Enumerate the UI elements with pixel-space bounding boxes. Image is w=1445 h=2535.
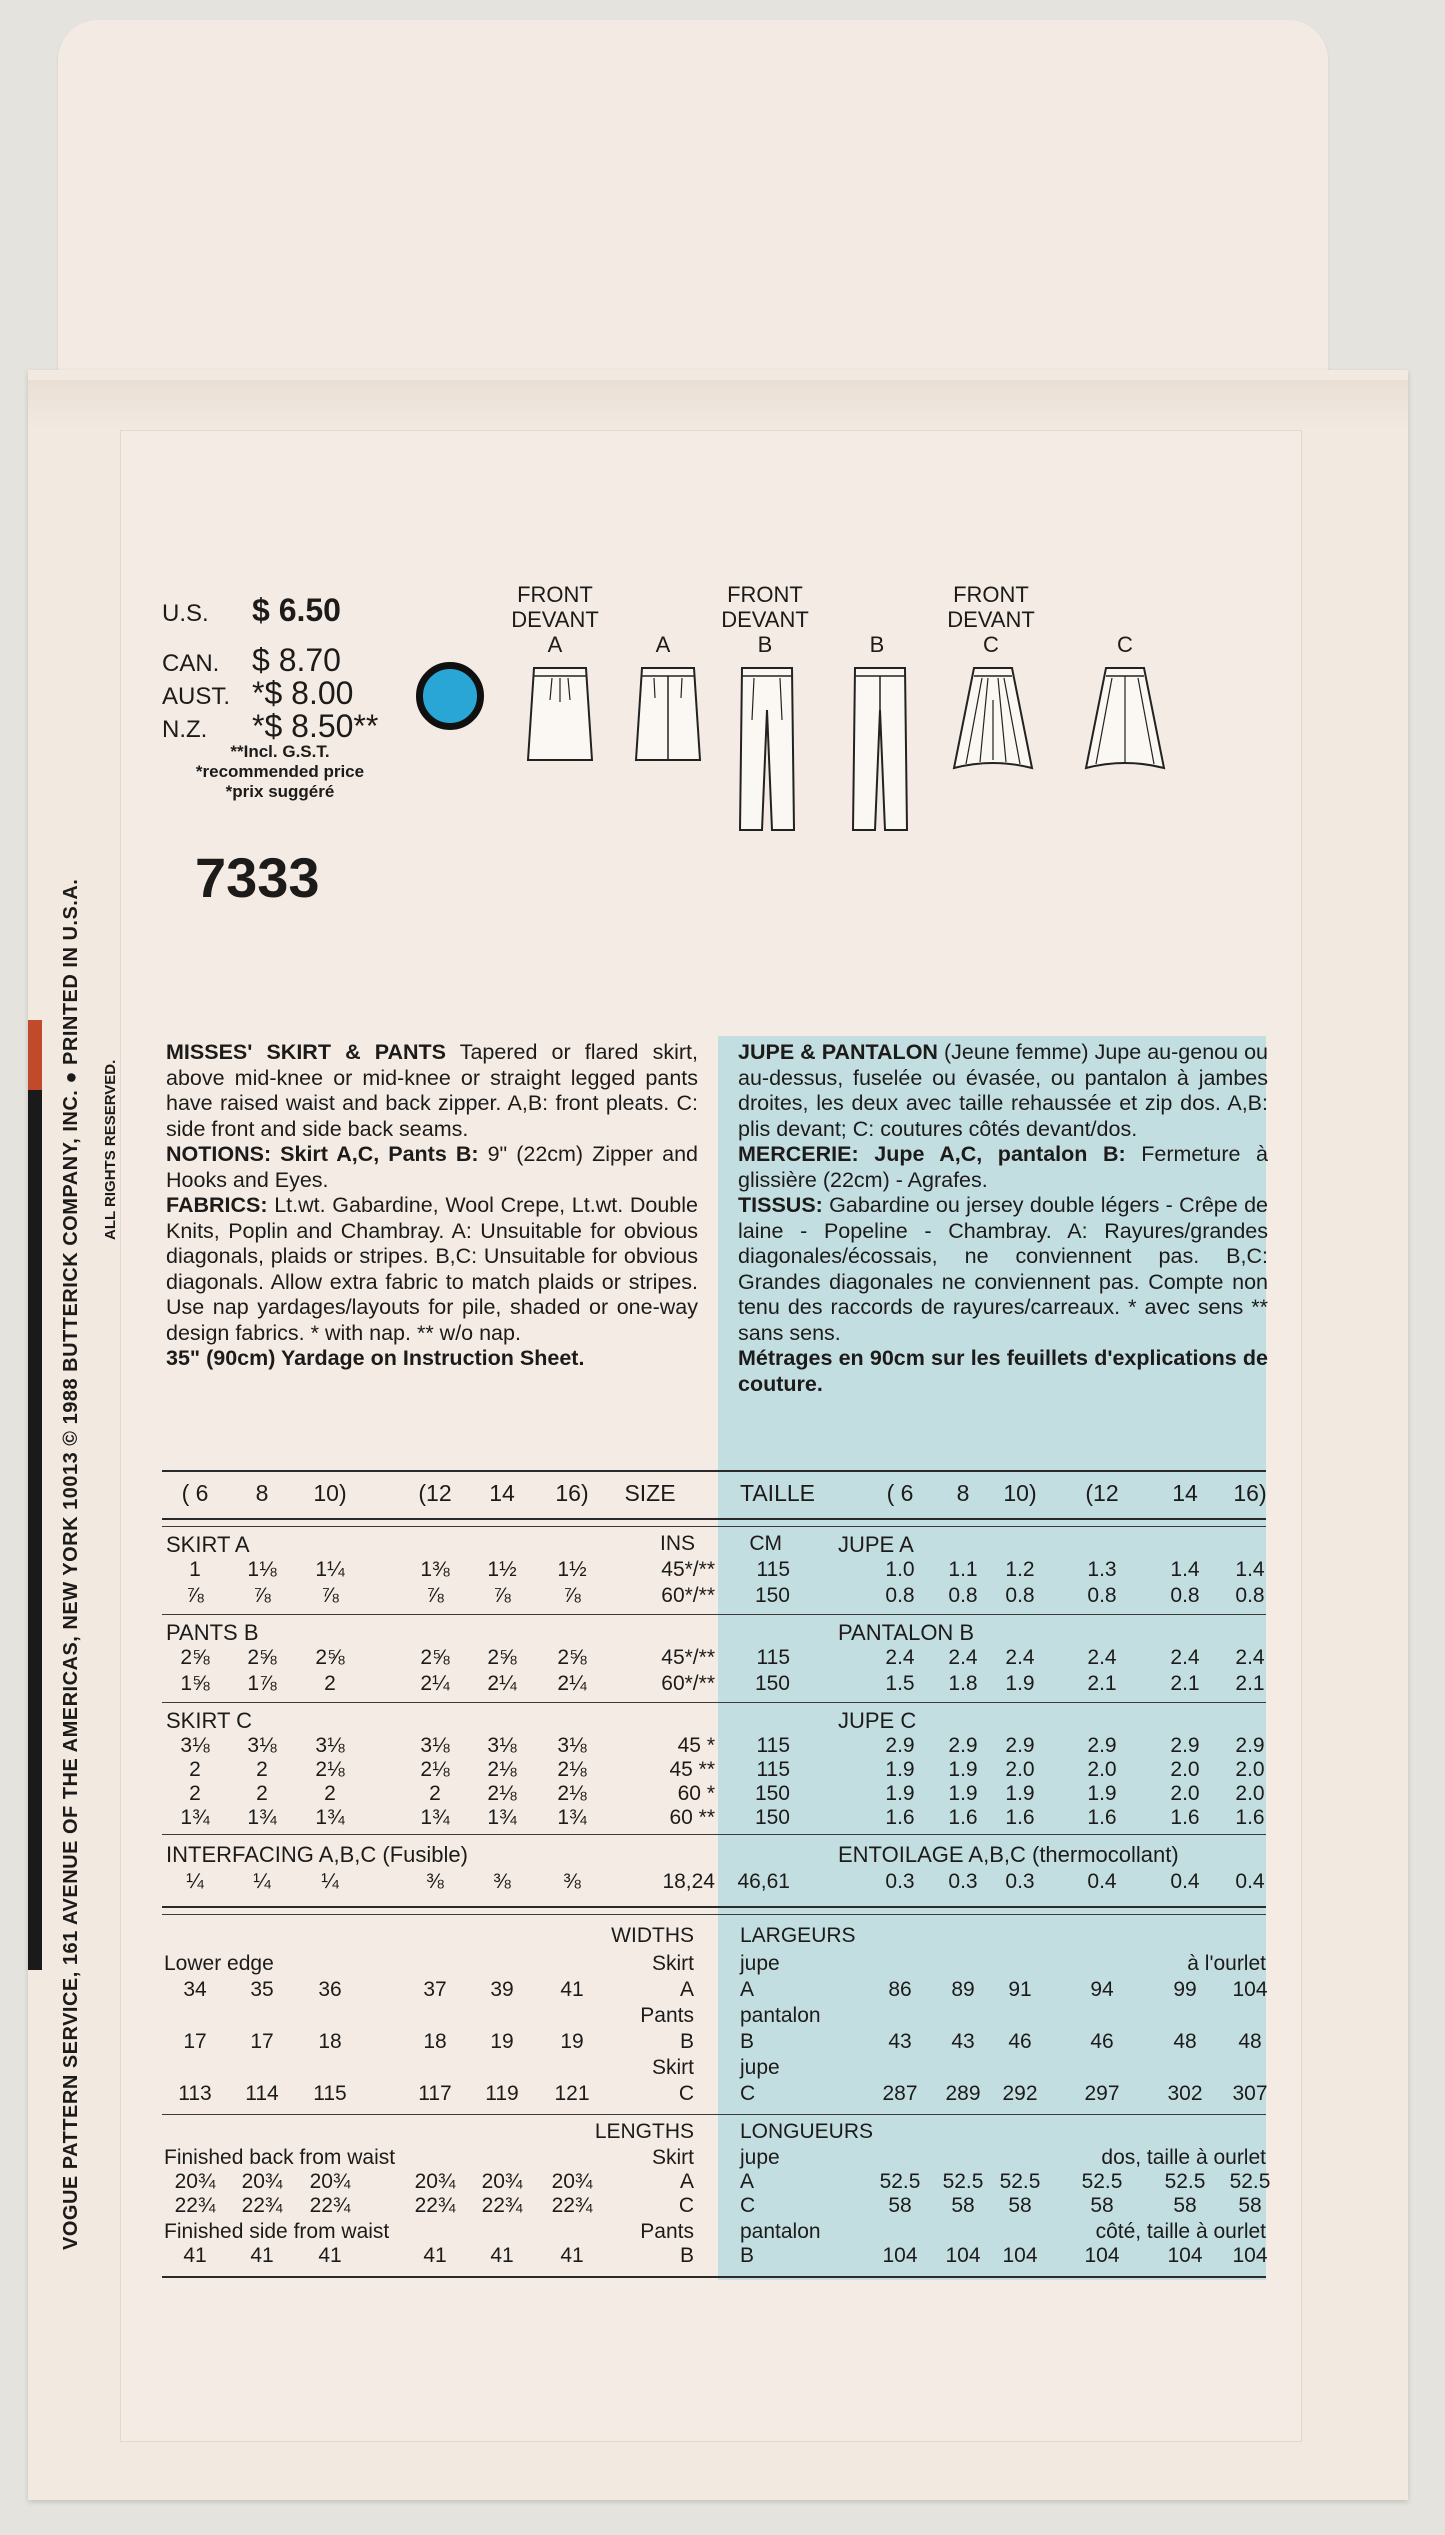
pantalon-b-label: PANTALON B <box>838 1620 975 1645</box>
metric-value: 58 <box>1090 2194 1114 2217</box>
metric-value: 52.5 <box>1164 2170 1206 2193</box>
price-nz: N.Z. *$ 8.50** <box>162 708 379 744</box>
price-us: U.S. $ 6.50 <box>162 592 341 628</box>
metric-value: 43 <box>951 2030 975 2053</box>
width-type-fr: jupe <box>740 2056 780 2079</box>
size-value: 20¾ <box>309 2170 351 2193</box>
metric-value: 2.9 <box>885 1734 915 1757</box>
metric-value: 86 <box>888 1978 912 2001</box>
size-value: 2 <box>429 1782 441 1805</box>
skirt-c-back-drawing <box>1080 660 1170 775</box>
size-value: 22¾ <box>551 2194 593 2217</box>
size-value: 2⅝ <box>247 1646 277 1669</box>
metric-value: 94 <box>1090 1978 1114 2001</box>
size-value: 2 <box>256 1758 268 1781</box>
metric-value: 2.0 <box>1005 1758 1035 1781</box>
interfacing-label: INTERFACING A,B,C (Fusible) <box>166 1842 468 1867</box>
width-label: 60*/** <box>661 1584 715 1607</box>
width-cm: 150 <box>754 1806 790 1829</box>
metric-value: 1.4 <box>1170 1558 1200 1581</box>
price-aust: AUST. *$ 8.00 <box>162 675 354 711</box>
metric-value: 0.3 <box>948 1870 978 1893</box>
view-label-b-back: B <box>869 632 885 657</box>
width-view: B <box>679 2030 694 2053</box>
length-view: C <box>678 2194 694 2217</box>
size-value: 19 <box>560 2030 584 2053</box>
size-value: 1¾ <box>420 1806 450 1829</box>
spine-edge-strip <box>28 1020 42 1970</box>
metric-value: 1.9 <box>948 1782 978 1805</box>
length-view: A <box>679 2170 694 2193</box>
interfacing-rule-2 <box>162 1914 1266 1915</box>
size-value: 2 <box>324 1672 336 1695</box>
size-header: 16) <box>555 1480 589 1506</box>
metric-value: 2.0 <box>1235 1758 1265 1781</box>
width-label: 45 * <box>677 1734 715 1757</box>
size-value: 19 <box>490 2030 514 2053</box>
size-value: 2⅝ <box>180 1646 210 1669</box>
size-value: 2⅛ <box>487 1782 517 1805</box>
width-type: Skirt <box>652 1952 694 1975</box>
view-label-a-back: A <box>655 632 671 657</box>
view-label-b-front: FRONT DEVANT B <box>721 582 809 657</box>
size-value: 35 <box>250 1978 274 2001</box>
size-value: 1⅝ <box>180 1672 210 1695</box>
size-value: ⅜ <box>426 1870 444 1893</box>
metric-value: 1.6 <box>1235 1806 1265 1829</box>
metric-value: 2.0 <box>1235 1782 1265 1805</box>
size-value: 1¾ <box>487 1806 517 1829</box>
metric-value: 1.6 <box>1005 1806 1035 1829</box>
size-value: 41 <box>560 2244 584 2267</box>
width-label: 60 ** <box>669 1806 715 1829</box>
length-view-fr: A <box>740 2170 755 2193</box>
metric-value: 2.9 <box>1170 1734 1200 1757</box>
size-value: 2⅛ <box>487 1758 517 1781</box>
size-value: ¼ <box>253 1870 271 1893</box>
metric-value: 0.8 <box>1087 1584 1117 1607</box>
size-value: 20¾ <box>551 2170 593 2193</box>
size-header: (12 <box>1085 1480 1119 1506</box>
metric-value: 91 <box>1008 1978 1032 2001</box>
metric-value: 1.6 <box>885 1806 915 1829</box>
spine-address: VOGUE PATTERN SERVICE, 161 AVENUE OF THE AMERICAS, NEW YORK 10013 © 1988 BUTTERICK COMPANY, INC. ● PRINTED IN U.S.A. <box>60 878 82 2250</box>
metric-value: 287 <box>882 2082 918 2105</box>
width-label: 60*/** <box>661 1672 715 1695</box>
metric-value: 104 <box>1232 2244 1268 2267</box>
width-view-fr: C <box>740 2082 756 2105</box>
width-label: 45*/** <box>661 1558 715 1581</box>
metric-value: 0.8 <box>1235 1584 1265 1607</box>
metric-value: 1.6 <box>1087 1806 1117 1829</box>
size-value: 2⅝ <box>487 1646 517 1669</box>
metric-value: 2.4 <box>948 1646 978 1669</box>
metric-value: 43 <box>888 2030 912 2053</box>
size-value: 22¾ <box>481 2194 523 2217</box>
size-value: 2 <box>189 1782 201 1805</box>
size-value: 119 <box>485 2082 519 2105</box>
width-label: 60 * <box>677 1782 715 1805</box>
size-value: ⅞ <box>426 1584 444 1607</box>
envelope-fold <box>28 380 1408 430</box>
size-value: 34 <box>183 1978 207 2001</box>
pants-b-label: PANTS B <box>166 1620 259 1645</box>
metric-value: 1.6 <box>1170 1806 1200 1829</box>
metric-value: 58 <box>1008 2194 1032 2217</box>
table-bottom-rule <box>162 2276 1266 2278</box>
header-rule-2 <box>162 1526 1266 1527</box>
size-value: 20¾ <box>241 2170 283 2193</box>
lengths-pants: Pants <box>640 2220 694 2243</box>
size-value: 1⅞ <box>247 1672 277 1695</box>
metric-value: 1.9 <box>1087 1782 1117 1805</box>
size-value: 18 <box>318 2030 342 2053</box>
metric-value: 1.9 <box>885 1782 915 1805</box>
size-value: 2⅛ <box>420 1758 450 1781</box>
metric-value: 2.0 <box>1087 1758 1117 1781</box>
width-type-fr: jupe <box>740 1952 780 1975</box>
lengths-skirt: Skirt <box>652 2146 694 2169</box>
size-header: ( 6 <box>886 1480 914 1506</box>
envelope-flap <box>58 20 1328 380</box>
width-cm: 115 <box>756 1758 790 1781</box>
metric-value: 1.0 <box>885 1558 915 1581</box>
metric-value: 48 <box>1173 2030 1197 2053</box>
size-value: 2⅝ <box>420 1646 450 1669</box>
size-value: 3⅛ <box>487 1734 517 1757</box>
size-value: 20¾ <box>414 2170 456 2193</box>
width-type: Skirt <box>652 2056 694 2079</box>
pants-b-rule <box>162 1702 1266 1703</box>
size-value: 1⅛ <box>247 1558 277 1581</box>
lower-edge-label: Lower edge <box>164 1952 274 1975</box>
metric-value: 104 <box>1232 1978 1268 2001</box>
size-value: 1¼ <box>315 1558 345 1581</box>
size-value: 1⅜ <box>420 1558 450 1581</box>
price-notes: **Incl. G.S.T. *recommended price *prix suggéré <box>195 742 365 801</box>
width-type: Pants <box>640 2004 694 2027</box>
metric-value: 2.4 <box>1235 1646 1265 1669</box>
length-view-fr: B <box>740 2244 755 2267</box>
size-value: 3⅛ <box>557 1734 587 1757</box>
metric-value: 58 <box>1238 2194 1262 2217</box>
size-header-label: SIZE <box>624 1480 676 1506</box>
size-value: 41 <box>318 2244 342 2267</box>
taille-header-label: TAILLE <box>740 1480 815 1506</box>
width-view-fr: A <box>740 1978 755 2001</box>
size-header: ( 6 <box>181 1480 209 1506</box>
interfacing-rule <box>162 1906 1266 1908</box>
metric-value: 0.4 <box>1235 1870 1265 1893</box>
size-header: (12 <box>418 1480 452 1506</box>
size-value: 2⅛ <box>315 1758 345 1781</box>
size-value: 2¼ <box>557 1672 587 1695</box>
metric-value: 297 <box>1084 2082 1120 2105</box>
size-value: ⅞ <box>321 1584 339 1607</box>
pattern-number: 7333 <box>195 846 320 909</box>
metric-value: 2.4 <box>885 1646 915 1669</box>
skirt-a-label: SKIRT A <box>166 1532 250 1557</box>
metric-value: 1.1 <box>948 1558 978 1581</box>
french-description: JUPE & PANTALON (Jeune femme) Jupe au-genou ou au-dessus, fuselée ou évasée, ou pantalon à jambes droites, les deux avec taille rehaussée et zip dos. A,B: plis devant; C: coutures côtés devant/dos. MERCERIE: Jupe A,C, pantalon B: Fermeture à glissière (22cm) - Agrafes. TISSUS: Gabardine ou jersey double légers - Crêpe de laine - Popeline - Chambray. A: Rayures/grandes diagonales/écossais, ne conviennent pas. B,C: Grandes diagonales ne conviennent pas. Compte non tenu des raccords de rayures/carreaux. * avec sens ** sans sens. Métrages en 90cm sur les feuillets d'explications de couture. <box>738 1040 1268 1396</box>
skirt-c-label: SKIRT C <box>166 1708 252 1733</box>
size-value: 20¾ <box>174 2170 216 2193</box>
size-value: 22¾ <box>309 2194 351 2217</box>
size-value: 41 <box>490 2244 514 2267</box>
finished-back-fr: dos, taille à ourlet <box>1101 2146 1266 2169</box>
width-cm: 115 <box>756 1558 790 1581</box>
spine-rights: ALL RIGHTS RESERVED. <box>102 1059 119 1240</box>
skirt-c-rule <box>162 1834 1266 1835</box>
lengths-label: LENGTHS <box>594 2120 694 2143</box>
metric-value: 52.5 <box>999 2170 1041 2193</box>
spine-edge-color <box>28 1020 42 1090</box>
entoilage-label: ENTOILAGE A,B,C (thermocollant) <box>838 1842 1179 1867</box>
metric-value: 52.5 <box>1229 2170 1271 2193</box>
metric-value: 1.8 <box>948 1672 978 1695</box>
width-label: 18,24 <box>662 1870 715 1893</box>
size-value: 1½ <box>557 1558 587 1581</box>
finished-side-label: Finished side from waist <box>164 2220 390 2243</box>
ins-label: INS <box>659 1532 695 1555</box>
widths-rule <box>162 2114 1266 2115</box>
size-value: ¼ <box>186 1870 204 1893</box>
header-rule <box>162 1518 1266 1520</box>
metric-value: 1.9 <box>1005 1672 1035 1695</box>
length-view-fr: C <box>740 2194 756 2217</box>
metric-value: 89 <box>951 1978 975 2001</box>
size-value: 2⅛ <box>557 1782 587 1805</box>
metric-value: 104 <box>1167 2244 1203 2267</box>
metric-value: 46 <box>1008 2030 1032 2053</box>
metric-value: 1.5 <box>885 1672 915 1695</box>
skirt-c-front-drawing <box>948 660 1038 775</box>
size-value: 2⅝ <box>557 1646 587 1669</box>
width-view: A <box>679 1978 694 2001</box>
width-view-fr: B <box>740 2030 755 2053</box>
metric-value: 292 <box>1002 2082 1038 2105</box>
width-cm: 150 <box>754 1782 790 1805</box>
size-header: 16) <box>1233 1480 1267 1506</box>
size-value: 20¾ <box>481 2170 523 2193</box>
skirt-a-rule <box>162 1614 1266 1615</box>
metric-value: 2.0 <box>1170 1782 1200 1805</box>
width-view: C <box>678 2082 694 2105</box>
metric-value: 58 <box>1173 2194 1197 2217</box>
metric-value: 52.5 <box>1081 2170 1123 2193</box>
pants-b-back-drawing <box>845 660 915 840</box>
size-value: 3⅛ <box>247 1734 277 1757</box>
metric-value: 2.1 <box>1087 1672 1117 1695</box>
metric-value: 0.3 <box>885 1870 915 1893</box>
size-value: ¼ <box>321 1870 339 1893</box>
size-value: 2 <box>189 1758 201 1781</box>
metric-value: 104 <box>945 2244 981 2267</box>
size-value: 18 <box>423 2030 447 2053</box>
size-value: ⅞ <box>186 1584 204 1607</box>
largeurs-label: LARGEURS <box>740 1924 856 1947</box>
metric-value: 52.5 <box>942 2170 984 2193</box>
width-cm: 115 <box>756 1734 790 1757</box>
widths-label: WIDTHS <box>611 1924 694 1947</box>
size-value: 115 <box>313 2082 347 2105</box>
size-header: 10) <box>1003 1480 1037 1506</box>
size-value: 2⅛ <box>557 1758 587 1781</box>
size-value: 3⅛ <box>180 1734 210 1757</box>
table-top-rule <box>162 1470 1266 1472</box>
size-value: ⅞ <box>253 1584 271 1607</box>
size-value: 39 <box>490 1978 514 2001</box>
size-value: ⅞ <box>563 1584 581 1607</box>
size-header: 14 <box>1172 1480 1198 1506</box>
metric-value: 52.5 <box>879 2170 921 2193</box>
size-value: 113 <box>178 2082 212 2105</box>
size-value: 22¾ <box>414 2194 456 2217</box>
longueurs-label: LONGUEURS <box>740 2120 874 2143</box>
english-description: MISSES' SKIRT & PANTS Tapered or flared skirt, above mid-knee or mid-knee or straight legged pants have raised waist and back zipper. A,B: front pleats. C: side front and side back seams. NOTIONS: Skirt A,C, Pants B: 9" (22cm) Zipper and Hooks and Eyes. FABRICS: Lt.wt. Gabardine, Wool Crepe, Lt.wt. Double Knits, Poplin and Chambray. A: Unsuitable for obvious diagonals, plaids or stripes. B,C: Unsuitable for obvious diagonals. Allow extra fabric to match plaids or stripes. Use nap yardages/layouts for pile, shaded or one-way design fabrics. * with nap. ** w/o nap. 35" (90cm) Yardage on Instruction Sheet. <box>166 1040 698 1370</box>
metric-value: 2.4 <box>1170 1646 1200 1669</box>
width-label: 45*/** <box>661 1646 715 1669</box>
metric-value: 1.6 <box>948 1806 978 1829</box>
size-value: 22¾ <box>241 2194 283 2217</box>
metric-value: 2.4 <box>1087 1646 1117 1669</box>
lengths-skirt-fr: jupe <box>740 2146 780 2169</box>
metric-value: 289 <box>945 2082 981 2105</box>
hem-label-fr: à l'ourlet <box>1187 1952 1266 1975</box>
metric-value: 2.9 <box>948 1734 978 1757</box>
size-header: 10) <box>313 1480 347 1506</box>
size-value: 117 <box>418 2082 452 2105</box>
metric-value: 58 <box>888 2194 912 2217</box>
view-label-a-front: FRONT DEVANT A <box>511 582 599 657</box>
metric-value: 1.4 <box>1235 1558 1265 1581</box>
size-value: 17 <box>183 2030 207 2053</box>
metric-value: 1.9 <box>1005 1782 1035 1805</box>
size-value: 41 <box>183 2244 207 2267</box>
lengths-pants-fr: pantalon <box>740 2220 821 2243</box>
metric-value: 307 <box>1232 2082 1268 2105</box>
view-label-c-front: FRONT DEVANT C <box>947 582 1035 657</box>
metric-value: 2.4 <box>1005 1646 1035 1669</box>
size-value: 2 <box>256 1782 268 1805</box>
width-cm: 150 <box>754 1584 790 1607</box>
size-value: 1 <box>189 1558 201 1581</box>
size-header: 14 <box>489 1480 515 1506</box>
size-value: 37 <box>423 1978 447 2001</box>
catalog-color-dot <box>416 662 484 730</box>
size-header: 8 <box>255 1480 269 1506</box>
length-view: B <box>679 2244 694 2267</box>
metric-value: 0.8 <box>948 1584 978 1607</box>
metric-value: 1.9 <box>885 1758 915 1781</box>
size-value: 2 <box>324 1782 336 1805</box>
skirt-a-back-drawing <box>628 660 708 770</box>
metric-value: 2.0 <box>1170 1758 1200 1781</box>
cm-label: CM <box>749 1532 782 1555</box>
finished-back-label: Finished back from waist <box>164 2146 396 2169</box>
pants-b-front-drawing <box>732 660 802 840</box>
metric-value: 2.9 <box>1005 1734 1035 1757</box>
width-cm: 150 <box>754 1672 790 1695</box>
metric-value: 104 <box>882 2244 918 2267</box>
metric-value: 58 <box>951 2194 975 2217</box>
metric-value: 2.9 <box>1235 1734 1265 1757</box>
metric-value: 104 <box>1084 2244 1120 2267</box>
metric-value: 0.8 <box>885 1584 915 1607</box>
size-value: 1¾ <box>180 1806 210 1829</box>
metric-value: 302 <box>1167 2082 1203 2105</box>
metric-value: 2.1 <box>1235 1672 1265 1695</box>
size-value: 3⅛ <box>420 1734 450 1757</box>
size-value: 41 <box>250 2244 274 2267</box>
size-value: 41 <box>423 2244 447 2267</box>
metric-value: 0.4 <box>1170 1870 1200 1893</box>
width-cm: 46,61 <box>737 1870 790 1893</box>
size-value: 1½ <box>487 1558 517 1581</box>
jupe-c-label: JUPE C <box>838 1708 917 1733</box>
metric-value: 2.1 <box>1170 1672 1200 1695</box>
size-header: 8 <box>956 1480 970 1506</box>
width-type-fr: pantalon <box>740 2004 821 2027</box>
metric-value: 0.3 <box>1005 1870 1035 1893</box>
size-value: 22¾ <box>174 2194 216 2217</box>
metric-value: 99 <box>1173 1978 1197 2001</box>
size-value: 41 <box>560 1978 584 2001</box>
size-value: ⅜ <box>563 1870 581 1893</box>
size-value: 2¼ <box>420 1672 450 1695</box>
metric-value: 2.9 <box>1087 1734 1117 1757</box>
size-value: 2⅝ <box>315 1646 345 1669</box>
metric-value: 0.8 <box>1005 1584 1035 1607</box>
metric-value: 48 <box>1238 2030 1262 2053</box>
size-value: 2¼ <box>487 1672 517 1695</box>
size-value: 17 <box>250 2030 274 2053</box>
view-label-c-back: C <box>1117 632 1133 657</box>
size-value: 3⅛ <box>315 1734 345 1757</box>
metric-value: 46 <box>1090 2030 1114 2053</box>
width-cm: 115 <box>756 1646 790 1669</box>
size-value: 1¾ <box>315 1806 345 1829</box>
metric-value: 104 <box>1002 2244 1038 2267</box>
size-value: 36 <box>318 1978 342 2001</box>
skirt-a-front-drawing <box>520 660 600 770</box>
metric-value: 1.9 <box>948 1758 978 1781</box>
size-value: ⅞ <box>493 1584 511 1607</box>
metric-value: 1.3 <box>1087 1558 1117 1581</box>
jupe-a-label: JUPE A <box>838 1532 914 1557</box>
metric-value: 0.8 <box>1170 1584 1200 1607</box>
metric-value: 0.4 <box>1087 1870 1117 1893</box>
size-value: 114 <box>245 2082 279 2105</box>
finished-side-fr: côté, taille à ourlet <box>1095 2220 1266 2243</box>
width-label: 45 ** <box>669 1758 715 1781</box>
size-value: 121 <box>554 2082 590 2105</box>
size-value: 1¾ <box>557 1806 587 1829</box>
size-value: ⅜ <box>493 1870 511 1893</box>
size-value: 1¾ <box>247 1806 277 1829</box>
metric-value: 1.2 <box>1005 1558 1035 1581</box>
price-can: CAN. $ 8.70 <box>162 642 341 678</box>
